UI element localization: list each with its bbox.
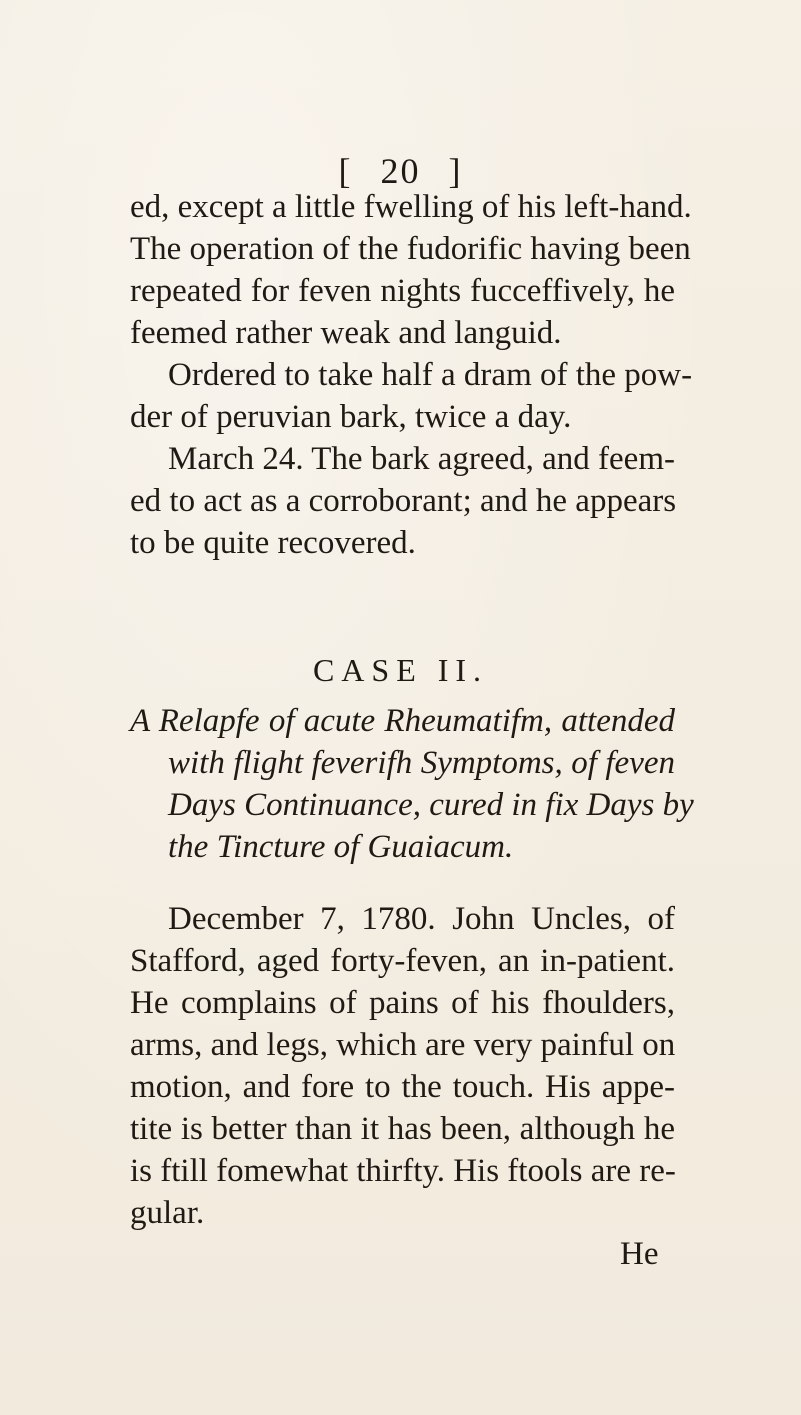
text-line: is ftill fomewhat thirfty. His ftools are re- xyxy=(130,1153,676,1189)
text-line: tite is better than it has been, although he xyxy=(130,1111,675,1147)
text-line: arms, and legs, which are very painful on xyxy=(130,1027,676,1063)
text-line: gular. xyxy=(130,1195,205,1231)
text-line: March 24. The bark agreed, and feem- xyxy=(168,441,675,477)
text-line: December 7, 1780. John Uncles, of xyxy=(168,901,675,937)
text-line: repeated for feven nights fucceffively, he xyxy=(130,273,675,309)
text-line: ed, except a little fwelling of his left-hand. xyxy=(130,189,692,225)
case-title-line: the Tincture of Guaiacum. xyxy=(168,829,514,865)
text-line: He complains of pains of his fhoulders, xyxy=(130,985,675,1021)
bracket-close: ] xyxy=(448,151,463,191)
text-line: ed to act as a corroborant; and he appears xyxy=(130,483,677,519)
case-title-line: with flight feverifh Symptoms, of feven xyxy=(168,745,675,781)
text-line: feemed rather weak and languid. xyxy=(130,315,562,351)
case-heading: CASE II. xyxy=(312,652,489,688)
text-line: Ordered to take half a dram of the pow- xyxy=(168,357,693,393)
text-line: Stafford, aged forty-feven, an in-patient. xyxy=(130,943,675,979)
text-line: der of peruvian bark, twice a day. xyxy=(130,399,572,435)
case-title-line: A Relapfe of acute Rheumatifm, attended xyxy=(130,703,675,739)
text-line: to be quite recovered. xyxy=(130,525,416,561)
page-number xyxy=(0,150,801,192)
text-line: The operation of the fudorific having been xyxy=(130,231,691,267)
case-title-line: Days Continuance, cured in fix Days by xyxy=(168,787,694,823)
catchword: He xyxy=(620,1236,659,1272)
text-line: motion, and fore to the touch. His appe- xyxy=(130,1069,675,1105)
bracket-open: [ xyxy=(338,151,353,191)
page-number-value: 20 xyxy=(380,151,421,191)
